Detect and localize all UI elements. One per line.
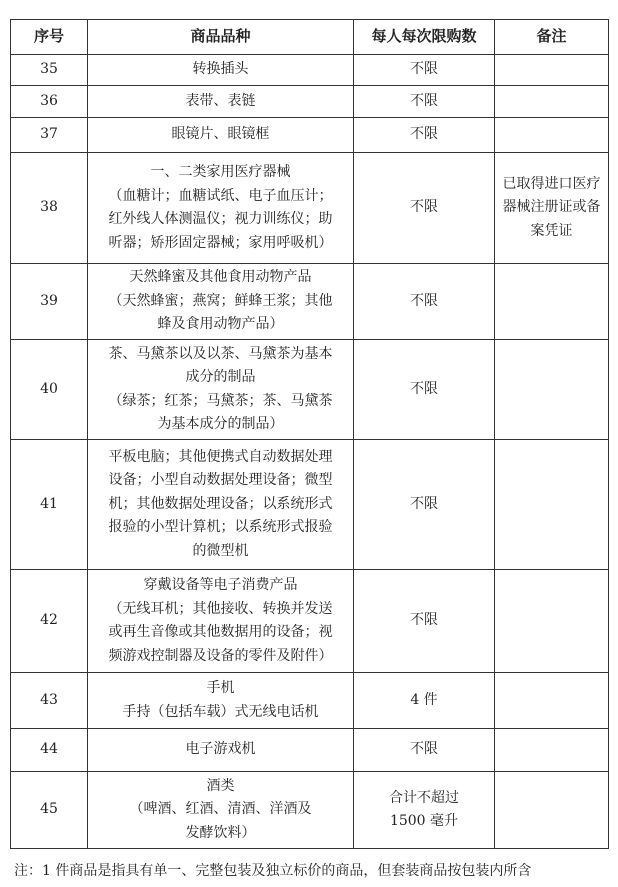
product-name: 眼镜片、眼镜框: [88, 118, 354, 153]
remark: [495, 340, 609, 440]
row-number: 45: [11, 772, 88, 849]
row-number: 35: [11, 55, 88, 86]
table-row: [11, 729, 609, 772]
remark: [495, 86, 609, 118]
product-name: 电子游戏机: [88, 729, 354, 772]
row-number: 40: [11, 340, 88, 440]
row-number: 36: [11, 86, 88, 118]
row-number: 41: [11, 440, 88, 570]
table-row: [11, 440, 609, 570]
purchase-limit: 合计不超过 1500 毫升: [354, 772, 495, 849]
product-name: 酒类 （啤酒、红酒、清酒、洋酒及 发酵饮料）: [88, 772, 354, 849]
remark: [495, 264, 609, 340]
purchase-limit: 不限: [354, 118, 495, 153]
row-number: 43: [11, 673, 88, 729]
table-header-row: [11, 20, 609, 55]
purchase-limit: 4 件: [354, 673, 495, 729]
product-name: 穿戴设备等电子消费产品 （无线耳机；其他接收、转换并发送 或再生音像或其他数据用的设备；视 频游戏控制器及设备的零件及附件）: [88, 570, 354, 673]
table-row: [11, 772, 609, 849]
table-row: [11, 264, 609, 340]
remark: [495, 118, 609, 153]
header-remarks: 备注: [495, 20, 609, 55]
header-product-category: 商品品种: [88, 20, 354, 55]
purchase-limit: 不限: [354, 440, 495, 570]
purchase-limit: 不限: [354, 729, 495, 772]
row-number: 38: [11, 153, 88, 264]
table-row: [11, 153, 609, 264]
table-row: [11, 55, 609, 86]
row-number: 42: [11, 570, 88, 673]
remark: [495, 673, 609, 729]
row-number: 44: [11, 729, 88, 772]
purchase-limit: 不限: [354, 55, 495, 86]
product-name: 天然蜂蜜及其他食用动物产品 （天然蜂蜜；燕窝；鲜蜂王浆；其他 蜂及食用动物产品）: [88, 264, 354, 340]
product-name: 手机 手持（包括车载）式无线电话机: [88, 673, 354, 729]
goods-limit-table: [10, 19, 609, 849]
product-name: 一、二类家用医疗器械 （血糖计；血糖试纸、电子血压计； 红外线人体测温仪；视力训练仪；助 听器；矫形固定器械；家用呼吸机）: [88, 153, 354, 264]
table-row: [11, 340, 609, 440]
remark: [495, 772, 609, 849]
table-row: [11, 673, 609, 729]
table-row: [11, 86, 609, 118]
product-name: 平板电脑；其他便携式自动数据处理 设备；小型自动数据处理设备；微型 机；其他数据处理设备；以系统形式 报验的小型计算机；以系统形式报验 的微型机: [88, 440, 354, 570]
remark: 已取得进口医疗 器械注册证或备 案凭证: [495, 153, 609, 264]
remark: [495, 55, 609, 86]
product-name: 表带、表链: [88, 86, 354, 118]
row-number: 39: [11, 264, 88, 340]
product-name: 转换插头: [88, 55, 354, 86]
header-purchase-limit: 每人每次限购数: [354, 20, 495, 55]
header-serial-number: 序号: [11, 20, 88, 55]
row-number: 37: [11, 118, 88, 153]
remark: [495, 570, 609, 673]
purchase-limit: 不限: [354, 340, 495, 440]
purchase-limit: 不限: [354, 570, 495, 673]
footnote: 注：1 件商品是指具有单一、完整包装及独立标价的商品，但套装商品按包装内所含: [14, 863, 532, 879]
remark: [495, 729, 609, 772]
table-row: [11, 118, 609, 153]
purchase-limit: 不限: [354, 153, 495, 264]
purchase-limit: 不限: [354, 86, 495, 118]
table-row: [11, 570, 609, 673]
purchase-limit: 不限: [354, 264, 495, 340]
product-name: 茶、马黛茶以及以茶、马黛茶为基本 成分的制品 （绿茶；红茶；马黛茶；茶、马黛茶 为基本成分的制品）: [88, 340, 354, 440]
remark: [495, 440, 609, 570]
